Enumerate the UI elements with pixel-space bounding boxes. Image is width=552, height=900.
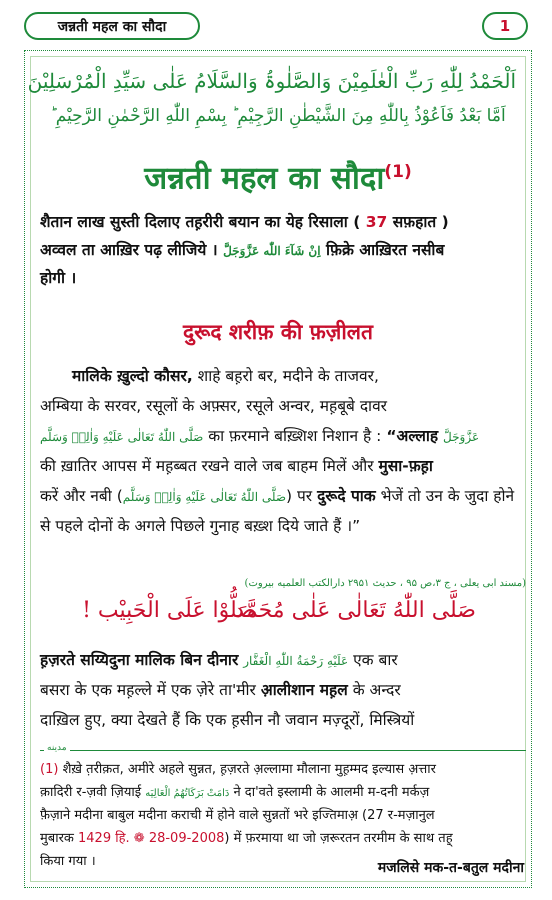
page-number-pill: 1 (482, 12, 528, 40)
footnote-number: (1) (40, 762, 59, 777)
story-line-2 (40, 676, 526, 704)
body-bold-4: मुसा-फ़ह़ा (378, 457, 433, 475)
footnote-line-4 (40, 827, 526, 850)
gregorian-date: 28-09-2008 (148, 831, 225, 846)
body-text-3: का फ़रमाने बख़्शिश निशान है : (208, 427, 382, 445)
body-line-3 (40, 422, 526, 451)
footnote-text-2-end: ने दा'वते इस्लामी के आलमी म-दनी मर्कज़ (233, 785, 430, 800)
body-text-5-mid: ) पर (286, 487, 313, 505)
main-title-text: जन्नती महल का सौदा (144, 160, 385, 197)
main-title (30, 150, 526, 200)
hadith-citation: (مسند ابی یعلی ، ج ۳،ص ۹۵ ، حدیث ۲۹۵۱ دارالکتب العلمیه بیروت) (244, 578, 526, 589)
body-text-5: करें और नबी ( (40, 487, 123, 505)
page-count: 37 (365, 213, 388, 231)
taawwuz-bismillah-line: اَمَّا بَعْدُ فَاَعُوْذُ بِاللّٰهِ مِنَ الشَّیْطٰنِ الرَّجِیْمِ ؕ بِسْمِ اللّٰهِ الرَّحْمٰنِ الرَّحِیْمِ ؕ (50, 106, 506, 126)
salawat-arabic: صَلَّی اللّٰهُ تَعَالٰی عَلَیْهِ وَاٰلِهٖ وَسَلَّم (40, 430, 204, 444)
body-line-6: से पहले दोनों के अगले पिछले गुनाह बख़्श दिये जाते हैं ।” (40, 517, 361, 535)
story-text-2-end: के अन्दर (352, 681, 401, 699)
body-text-5-end: भेजें तो उन के जुदा होने (380, 487, 515, 505)
body-line-1 (40, 362, 526, 390)
inshaallah-arabic: اِنْ شَآءَ اللّٰه عَزَّوَجَلَّ (223, 244, 321, 258)
footnote-line-1 (40, 758, 526, 781)
footnote-text-4: मुबारक (40, 831, 74, 846)
body-bold-1: मालिके ख़ुल्दो कौसर, (72, 367, 193, 385)
story-text-2: बसरा के एक मह़ल्ले में एक ज़ेरे ता'मीर (40, 681, 256, 699)
footnote-ref: (1) (384, 162, 412, 182)
story-line-3: दाख़िल हुए, क्या देखते हैं कि एक ह़सीन नौ जवान मज़्दूरों, मिस्त्रियों (40, 711, 415, 729)
intro-text-2-end: फ़िक्रे आख़िरत नसीब (325, 241, 445, 259)
durood-left: صَلُّوْا عَلَی الْحَبِیْب ! (82, 598, 256, 623)
barakatuhum-arabic: دَامَتْ بَرَکَاتُهُمُ الْعَالِیَه (145, 788, 230, 799)
divider-label: مدینه (44, 743, 70, 753)
hamd-line: اَلْحَمْدُ لِلّٰهِ رَبِّ الْعٰلَمِیْنَ وَالصَّلٰوۃُ وَالسَّلَامُ عَلٰی سَیِّدِ الْمُرْسَلِیْنَ (27, 69, 516, 93)
intro-line-1 (40, 208, 526, 236)
body-bold-5: दुरूदे पाक (317, 487, 376, 505)
footnote-text-2: क़ादिरी र-ज़वी ज़ियाई (40, 785, 142, 800)
body-text-4: की ख़ातिर आपस में मह़ब्बत रखने वाले जब बाहम मिलें और (40, 457, 374, 475)
azzawajal-arabic: عَزَّوَجَلَّ (443, 430, 480, 444)
salawat-arabic-2: صَلَّی اللّٰهُ تَعَالٰی عَلَیْهِ وَاٰلِهٖ وَسَلَّم (122, 490, 287, 504)
story-bold-2: आ़लीशान मह़ल (260, 681, 348, 699)
footnote-divider (40, 750, 526, 751)
footnote-line-3: फ़ैज़ाने मदीना बाबुल मदीना कराची में होने वाले सुन्नतों भरे इज्तिमाअ़ (27 र-मज़ानुल (40, 808, 435, 823)
story-text-1-end: एक बार (353, 651, 398, 669)
body-line-4 (40, 452, 526, 480)
body-line-2: अम्बिया के सरवर, रसूलों के अफ़्सर, रसूले अन्वर, मह़बूबे दावर (40, 397, 388, 415)
rahmatullah-arabic: عَلَیْهِ رَحْمَةُ اللّٰهِ الْغَفَّار (243, 654, 349, 668)
hijri-date: 1429 हि. (78, 831, 130, 846)
footnote-text-1: शैख़े त़रीक़त, अमीरे अहले सुन्नत, ह़ज़रते अ़ल्लामा मौलाना मुह़म्मद इल्यास अ़त्तार (62, 762, 436, 777)
quote-start: “अल्लाह (386, 427, 439, 445)
intro-text-2: अव्वल ता आख़िर पढ़ लीजिये । (40, 241, 218, 259)
intro-line-2 (40, 236, 526, 265)
header-title-pill: जन्नती महल का सौदा (24, 12, 200, 40)
signature: मजलिसे मक-त-बतुल मदीना (377, 860, 524, 876)
durood-line (30, 598, 526, 638)
intro-line-3: होगी । (40, 269, 77, 287)
durood-right: صَلَّی اللّٰهُ تَعَالٰی عَلٰی مُحَمَّد (234, 598, 476, 623)
story-bold-1: ह़ज़रते सय्यिदुना मालिक बिन दीनार (40, 651, 239, 669)
footnote-line-5: किया गया । (40, 854, 96, 869)
body-line-5 (40, 482, 526, 511)
story-line-1 (40, 646, 526, 675)
body-text-1: शाहे बह़रो बर, मदीने के ताजवर, (197, 367, 379, 385)
intro-text-1-end: सफ़हात ) (392, 213, 449, 231)
date-separator-icon: ❁ (133, 831, 145, 846)
section-title: दुरूद शरीफ़ की फ़ज़ीलत (182, 320, 374, 344)
footnote-text-4-end: ) में फ़रमाया था जो ज़रूरतन तरमीम के साथ तह़् (224, 831, 453, 846)
footnote-line-2 (40, 781, 526, 805)
intro-text-1: शैतान लाख सुस्ती दिलाए तह़रीरी बयान का येह रिसाला ( (40, 213, 361, 231)
